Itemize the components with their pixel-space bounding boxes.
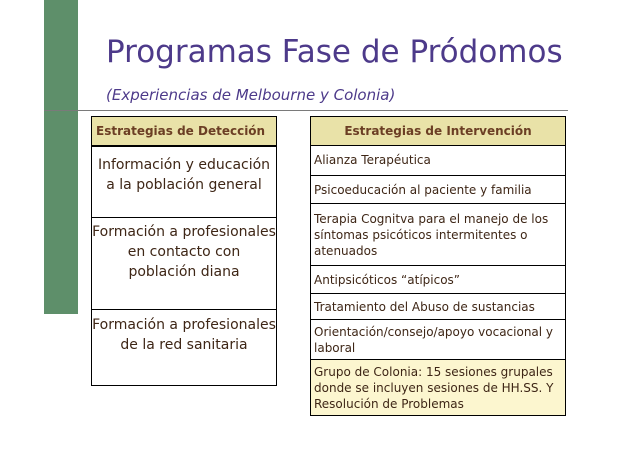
detection-item: Información y educación a la población general xyxy=(97,157,271,193)
accent-bar xyxy=(44,0,78,314)
detection-column xyxy=(91,146,277,386)
intervention-item: Terapia Cognitva para el manejo de los síntomas psicóticos intermitentes o atenuados xyxy=(310,204,566,266)
divider xyxy=(92,217,276,218)
intervention-item: Orientación/consejo/apoyo vocacional y laboral xyxy=(310,320,566,360)
intervention-item: Antipsicóticos “atípicos” xyxy=(310,266,566,294)
slide-title: Programas Fase de Pródomos xyxy=(106,34,563,70)
intervention-item-highlighted: Grupo de Colonia: 15 sesiones grupales donde se incluyen sesiones de HH.SS. Y Resolución de Problemas xyxy=(310,360,566,416)
detection-item: Formación a profesionales de la red sanitaria xyxy=(92,317,276,353)
detection-header: Estrategias de Detección xyxy=(91,116,277,146)
slide-subtitle: (Experiencias de Melbourne y Colonia) xyxy=(106,86,396,104)
title-underline xyxy=(44,110,568,111)
intervention-item: Psicoeducación al paciente y familia xyxy=(310,176,566,204)
intervention-item: Alianza Terapéutica xyxy=(310,146,566,176)
divider xyxy=(92,309,276,310)
detection-item: Formación a profesionales en contacto con población diana xyxy=(92,224,276,280)
intervention-header: Estrategias de Intervención xyxy=(310,116,566,146)
intervention-item: Tratamiento del Abuso de sustancias xyxy=(310,294,566,320)
